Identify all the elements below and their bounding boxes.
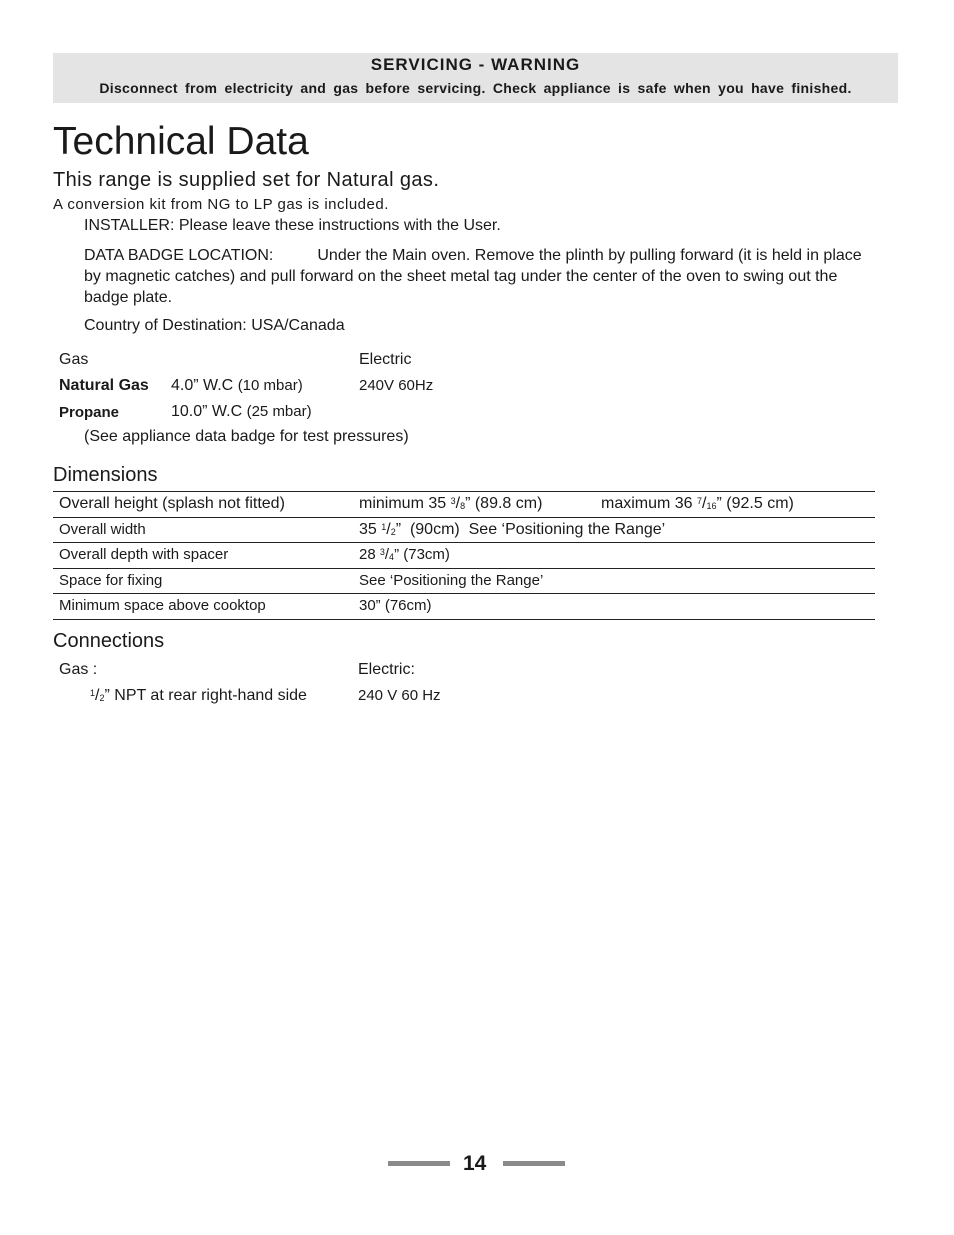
- destination-text: Country of Destination: USA/Canada: [84, 317, 345, 334]
- connections-gas-value: $^1/_2$” NPT at rear right-hand side: [90, 687, 307, 704]
- dimension-label: Minimum space above cooktop: [59, 597, 266, 614]
- badge-location-label: DATA BADGE LOCATION:: [84, 247, 274, 264]
- servicing-warning-box: [53, 53, 898, 103]
- propane-pressure: [171, 403, 312, 421]
- connections-electric-label: Electric:: [358, 661, 415, 678]
- dimension-label: Space for fixing: [59, 571, 163, 589]
- dimensions-heading: Dimensions: [53, 464, 158, 486]
- footer-bar-right: [503, 1161, 565, 1166]
- connections-heading: Connections: [53, 630, 165, 652]
- dimension-value: See ‘Positioning the Range’: [359, 571, 544, 589]
- table-row: [53, 594, 875, 620]
- table-row: [53, 543, 875, 569]
- connections-gas-label: Gas :: [59, 661, 98, 678]
- test-pressure-note: (See appliance data badge for test pressures): [84, 428, 409, 445]
- gas-header: Gas: [59, 351, 89, 368]
- connections-electric-value: 240 V 60 Hz: [358, 687, 441, 704]
- propane-wc: 10.0” W.C: [171, 403, 243, 420]
- dimension-max-value: maximum 36 $^7/_{16}$” (92.5 cm): [601, 495, 794, 512]
- warning-title: SERVICING - WARNING: [370, 55, 581, 74]
- dimension-min-value: minimum 35 $^3/_8$” (89.8 cm): [359, 495, 543, 512]
- propane-label: Propane: [59, 404, 120, 421]
- propane-mbar: (25 mbar): [246, 403, 312, 420]
- dimension-label: Overall width: [59, 520, 146, 538]
- dimension-value: 35 $^1/_2$” (90cm) See ‘Positioning the Range’: [359, 520, 666, 538]
- dimensions-table: [53, 491, 875, 620]
- supply-subtitle: This range is supplied set for Natural gas.: [53, 169, 440, 191]
- electric-header: Electric: [359, 351, 412, 368]
- electric-value: 240V 60Hz: [359, 377, 434, 394]
- table-row: [53, 518, 875, 544]
- natural-gas-label: Natural Gas: [59, 377, 149, 394]
- installer-note: INSTALLER: Please leave these instructions with the User.: [84, 217, 501, 234]
- footer-bar-left: [388, 1161, 450, 1166]
- natural-gas-pressure: [171, 377, 303, 395]
- badge-location-paragraph: [84, 245, 880, 308]
- page-number: 14: [463, 1152, 487, 1175]
- dimension-value: 30” (76cm): [359, 597, 432, 614]
- table-row: [53, 492, 875, 518]
- natural-gas-wc: 4.0” W.C: [171, 377, 234, 394]
- page-title: Technical Data: [53, 120, 309, 163]
- badge-location-text: Under the Main oven. Remove the plinth by pulling forward (it is held in place by magnetic catches) and pull forward on the sheet metal tag under the center of the oven to swing out the badge plate.: [84, 247, 862, 306]
- dimension-label: Overall height (splash not fitted): [59, 495, 285, 512]
- natural-gas-mbar: (10 mbar): [237, 377, 303, 394]
- table-row: [53, 569, 875, 595]
- dimension-value: 28 $^3/_4$” (73cm): [359, 546, 450, 563]
- conversion-note: A conversion kit from NG to LP gas is included.: [53, 196, 389, 213]
- dimension-label: Overall depth with spacer: [59, 546, 229, 563]
- warning-text: Disconnect from electricity and gas before servicing. Check appliance is safe when you have finished.: [99, 80, 852, 96]
